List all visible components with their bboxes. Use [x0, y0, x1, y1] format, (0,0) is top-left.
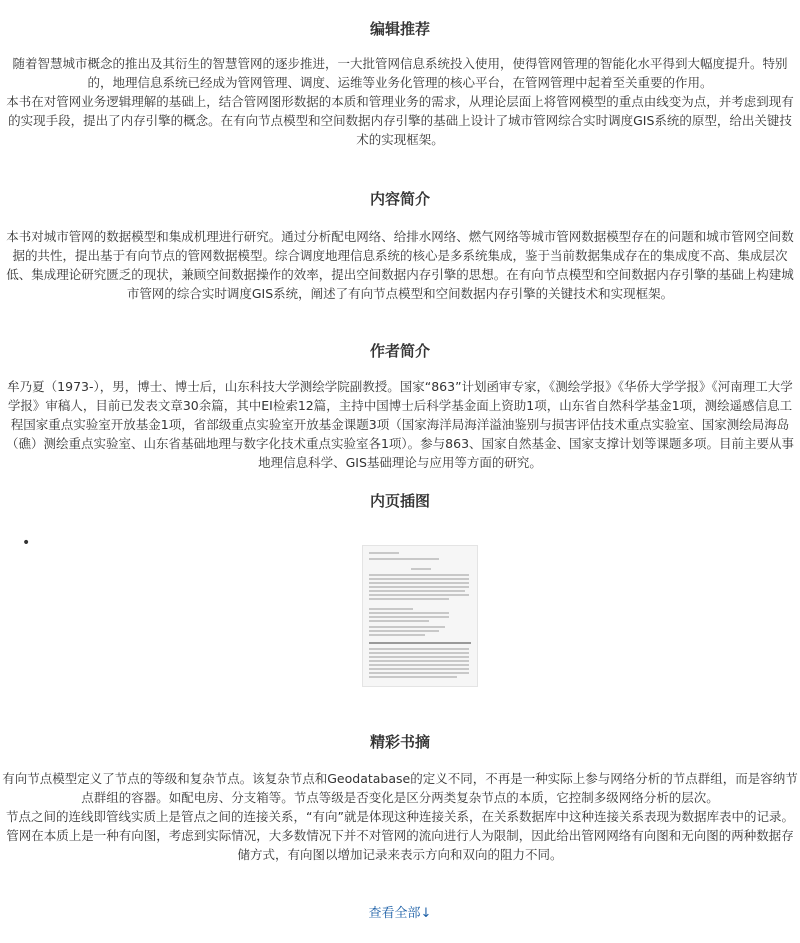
- author-intro-title: 作者简介: [369, 342, 430, 360]
- author-intro-body: [0, 377, 800, 472]
- book-excerpt-title: 精彩书摘: [369, 733, 430, 751]
- author-intro-section: [0, 340, 800, 472]
- content-intro-body: [0, 227, 800, 303]
- editor-paragraph-1: 随着智慧城市概念的推出及其衍生的智慧管网的逐步推进，一大批管网信息系统投入使用，使得管网管理的智能化水平得到大幅度提升。特别的，地理信息系统已经成为管网管理、调度、运维等业务化管理的核心平台，在管网管理中起着至关重要的作用。: [12, 56, 788, 90]
- excerpt-paragraph-2: 节点之间的连线即管线实质上是管点之间的连接关系，“有向”就是体现这种连接关系，在关系数据库中这种连接关系表现为数据库表中的记录。管网在本质上是一种有向图，考虑到实际情况，大多数情况下并不对管网的流向进行人为限制，因此给出管网网络有向图和无向图的两种数据存储方式，有向图以增加记录来表示方向和双向的阻力不同。: [6, 809, 794, 862]
- editor-recommendation-section: [0, 18, 800, 149]
- excerpt-paragraph-1: 有向节点模型定义了节点的等级和复杂节点。该复杂节点和Geodatabase的定义不同，不再是一种实际上参与网络分析的节点群组，而是容纳节点群组的容器。如配电房、分支箱等。节点等级是否变化是区分两类复杂节点的本质，它控制多级网络分析的层次。: [2, 771, 798, 805]
- book-excerpt-body: [0, 769, 800, 864]
- illustrations-section: [0, 490, 800, 551]
- author-paragraph-1: 牟乃夏（1973-），男，博士、博士后，山东科技大学测绘学院副教授。国家“863”计划函审专家，《测绘学报》《华侨大学学报》《河南理工大学学报》审稿人，目前已发表文章30余篇，其中EI检索12篇，主持中国博士后科学基金面上资助1项，山东省自然科学基金1项，测绘遥感信息工程国家重点实验室开放基金1项，省部级重点实验室开放基金课题3项（国家海洋局海洋溢油鉴别与损害评估技术重点实验室、国家测绘局海岛（礁）测绘重点实验室、山东省基础地理与数字化技术重点实验室各1项）。参与863、国家自然基金、国家支撑计划等课题多项。目前主要从事地理信息科学、GIS基础理论与应用等方面的研究。: [5, 379, 795, 470]
- content-intro-section: [0, 188, 800, 303]
- content-intro-title: 内容简介: [369, 190, 430, 208]
- editor-recommendation-body: [0, 54, 800, 149]
- inner-page-thumbnail[interactable]: [362, 545, 478, 687]
- view-all-link[interactable]: 查看全部↓: [368, 906, 432, 921]
- editor-recommendation-title: 编辑推荐: [369, 20, 430, 38]
- intro-paragraph-1: 本书对城市管网的数据模型和集成机理进行研究。通过分析配电网络、给排水网络、燃气网络等城市管网数据模型存在的问题和城市管网空间数据的共性，提出基于有向节点的管网数据模型。综合调度地理信息系统的核心是多系统集成，鉴于当前数据集成存在的集成度不高、集成层次低、集成理论研究匮乏的现状，兼顾空间数据操作的效率，提出空间数据内存引擎的思想。在有向节点模型和空间数据内存引擎的基础上构建城市管网的综合实时调度GIS系统，阐述了有向节点模型和空间数据内存引擎的关键技术和实现框架。: [6, 229, 794, 301]
- editor-paragraph-2: 本书在对管网业务逻辑理解的基础上，结合管网图形数据的本质和管理业务的需求，从理论层面上将管网模型的重点由线变为点，并考虑到现有的实现手段，提出了内存引擎的概念。在有向节点模型和空间数据内存引擎的基础上设计了城市管网综合实时调度GIS系统的原型，给出关键技术的实现框架。: [6, 94, 794, 147]
- book-excerpt-section: [0, 731, 800, 864]
- illustrations-title: 内页插图: [369, 492, 430, 510]
- list-bullet: •: [22, 535, 31, 551]
